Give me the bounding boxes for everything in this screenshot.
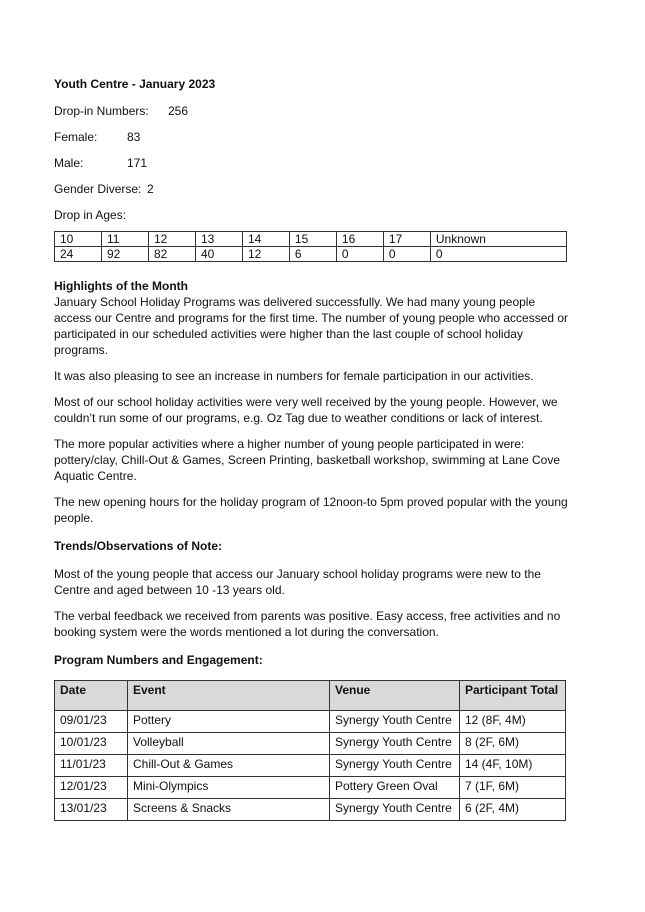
cell-participants: 7 (1F, 6M): [460, 777, 566, 799]
program-heading: Program Numbers and Engagement:: [54, 653, 263, 667]
highlights-heading: Highlights of the Month: [54, 279, 188, 293]
cell-venue: Synergy Youth Centre: [330, 733, 460, 755]
ages-cell: 10: [55, 232, 102, 247]
table-row: [55, 711, 566, 733]
highlights-paragraph: The new opening hours for the holiday program of 12noon-to 5pm proved popular with the young people.: [54, 495, 568, 525]
ages-cell: 40: [195, 247, 242, 262]
ages-cell: 15: [289, 232, 336, 247]
stat-label: Drop-in Numbers:: [54, 104, 149, 118]
page-title: Youth Centre - January 2023: [54, 77, 216, 91]
cell-participants: 12 (8F, 4M): [460, 711, 566, 733]
cell-venue: Synergy Youth Centre: [330, 755, 460, 777]
table-row: [55, 733, 566, 755]
stat-value: 171: [127, 156, 148, 170]
stat-label: Female:: [54, 130, 98, 144]
trends-paragraph: Most of the young people that access our January school holiday programs were new to the Centre and aged between 10 -13 years old.: [54, 567, 541, 597]
highlights-paragraph: It was also pleasing to see an increase in numbers for female participation in our activities.: [54, 369, 534, 383]
ages-cell: 6: [289, 247, 336, 262]
stat-label: Male:: [54, 156, 84, 170]
stat-label: Gender Diverse:: [54, 182, 142, 196]
ages-cell: 0: [430, 247, 566, 262]
table-row: [55, 777, 566, 799]
ages-cell: 12: [242, 247, 289, 262]
stat-value: 256: [168, 104, 189, 118]
ages-table: [54, 231, 567, 262]
column-header-participant-total: Participant Total: [460, 681, 566, 711]
table-row: [55, 755, 566, 777]
ages-label-row: [54, 207, 574, 223]
trends-heading: Trends/Observations of Note:: [54, 539, 223, 553]
stat-value: 2: [147, 182, 154, 196]
ages-cell: 14: [242, 232, 289, 247]
highlights-paragraph: The more popular activities where a higher number of young people participated in were: pottery/clay, Chill-Out & Games, Screen Printing, basketball workshop, swimming at Lane Cove Aquatic Centre.: [54, 437, 560, 483]
program-table: [54, 680, 566, 821]
cell-event: Volleyball: [128, 733, 330, 755]
cell-venue: Synergy Youth Centre: [330, 799, 460, 821]
ages-cell: 12: [148, 232, 195, 247]
column-header-venue: Venue: [330, 681, 460, 711]
ages-cell: 24: [55, 247, 102, 262]
column-header-date: Date: [55, 681, 128, 711]
cell-date: 12/01/23: [55, 777, 128, 799]
column-header-event: Event: [128, 681, 330, 711]
stat-gender-diverse: [54, 181, 574, 197]
stat-value: 83: [127, 130, 141, 144]
stat-male: [54, 155, 574, 171]
ages-cell: 82: [148, 247, 195, 262]
ages-header-row: [55, 232, 567, 247]
cell-date: 09/01/23: [55, 711, 128, 733]
cell-venue: Pottery Green Oval: [330, 777, 460, 799]
ages-cell: 92: [101, 247, 148, 262]
cell-date: 13/01/23: [55, 799, 128, 821]
program-header-row: [55, 681, 566, 711]
ages-cell: 16: [336, 232, 383, 247]
cell-participants: 14 (4F, 10M): [460, 755, 566, 777]
cell-venue: Synergy Youth Centre: [330, 711, 460, 733]
cell-date: 11/01/23: [55, 755, 128, 777]
stat-female: [54, 129, 574, 145]
ages-cell: Unknown: [430, 232, 566, 247]
cell-event: Pottery: [128, 711, 330, 733]
ages-label: Drop in Ages:: [54, 208, 127, 222]
cell-event: Screens & Snacks: [128, 799, 330, 821]
ages-cell: 11: [101, 232, 148, 247]
cell-event: Chill-Out & Games: [128, 755, 330, 777]
stat-drop-in-numbers: [54, 103, 574, 119]
cell-event: Mini-Olympics: [128, 777, 330, 799]
ages-cell: 13: [195, 232, 242, 247]
ages-cell: 0: [336, 247, 383, 262]
trends-paragraph: The verbal feedback we received from parents was positive. Easy access, free activities and no booking system were the words mentioned a lot during the conversation.: [54, 609, 561, 639]
cell-date: 10/01/23: [55, 733, 128, 755]
ages-cell: 0: [383, 247, 430, 262]
cell-participants: 6 (2F, 4M): [460, 799, 566, 821]
document-page: [54, 76, 574, 821]
highlights-paragraph: January School Holiday Programs was delivered successfully. We had many young people access our Centre and programs for the first time. The number of young people who accessed or participated in our scheduled activities were higher than the last couple of school holiday programs.: [54, 295, 569, 357]
ages-value-row: [55, 247, 567, 262]
table-row: [55, 799, 566, 821]
highlights-paragraph: Most of our school holiday activities were very well received by the young people. However, we couldn’t run some of our programs, e.g. Oz Tag due to weather conditions or lack of interest.: [54, 395, 558, 425]
ages-cell: 17: [383, 232, 430, 247]
cell-participants: 8 (2F, 6M): [460, 733, 566, 755]
